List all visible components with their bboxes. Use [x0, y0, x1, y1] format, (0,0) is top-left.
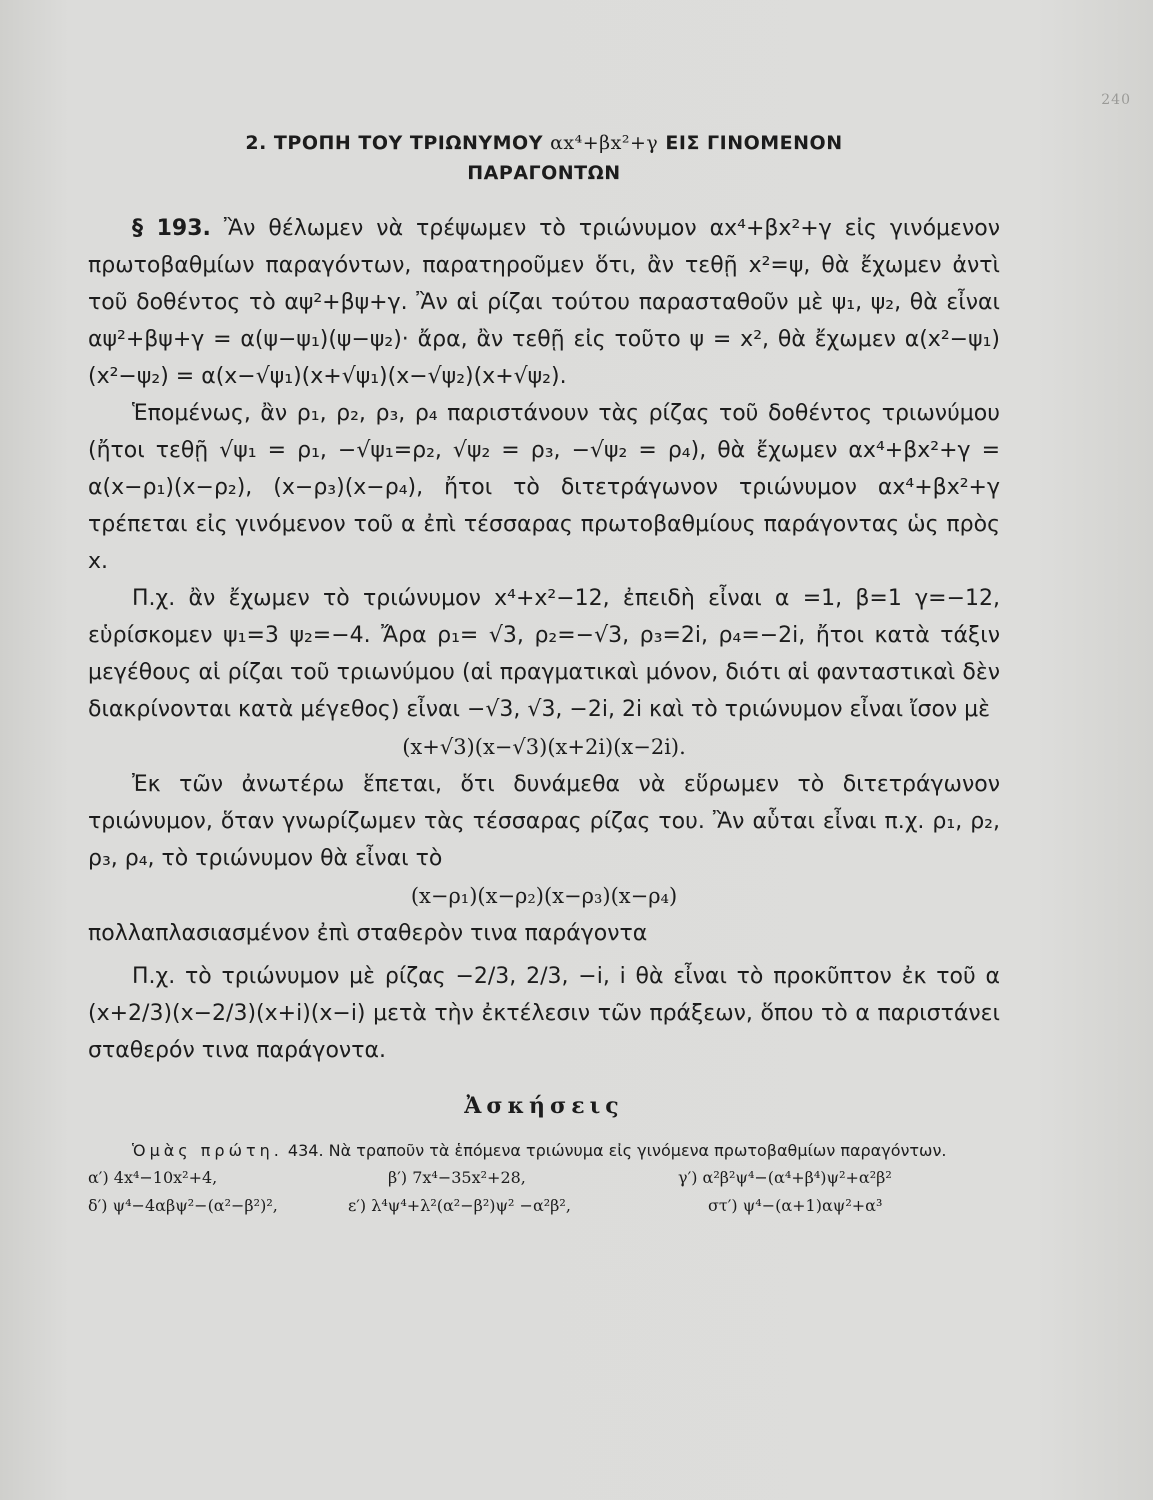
paragraph-4: Ἐκ τῶν ἀνωτέρω ἕπεται, ὅτι δυνάμεθα νὰ εὕρωμεν τὸ διτετράγωνον τριώνυμον, ὅταν γνωρίζωμεν τὰς τέσσαρας ρίζας του. Ἂν αὗται εἶναι π.χ. ρ₁, ρ₂, ρ₃, ρ₄, τὸ τριώνυμον θὰ εἶναι τὸ: [88, 772, 1000, 871]
paragraph-1: [88, 210, 1000, 395]
heading-formula: αx⁴+βx²+γ: [550, 132, 659, 154]
paragraph-6: Π.χ. τὸ τριώνυμον μὲ ρίζας −2/3, 2/3, −i, i θὰ εἶναι τὸ προκῦπτον ἐκ τοῦ α (x+2/3)(x−2/3)(x+i)(x−i) μετὰ τὴν ἐκτέλεσιν τῶν πράξεων, ὅπου τὸ α παριστάνει σταθερόν τινα παράγοντα.: [88, 964, 1000, 1063]
exercise-row-1: [88, 1164, 1000, 1192]
page-number: 240: [1101, 92, 1131, 108]
exercise-item: β′) 7x⁴−35x²+28,: [388, 1168, 526, 1187]
exercise-item: ε′) λ⁴ψ⁴+λ²(α²−β²)ψ² −α²β²,: [348, 1196, 571, 1215]
exercise-item: δ′) ψ⁴−4αβψ²−(α²−β²)²,: [88, 1196, 278, 1215]
exercise-item: γ′) α²β²ψ⁴−(α⁴+β⁴)ψ²+α²β²: [678, 1168, 892, 1187]
paragraph-5: πολλαπλασιασμένον ἐπὶ σταθερὸν τινα παράγοντα: [88, 921, 648, 946]
heading-line2: ΠΑΡΑΓΟΝΤΩΝ: [467, 162, 621, 184]
section-label: § 193.: [132, 216, 211, 241]
section-heading: [88, 128, 1000, 188]
page-content: [88, 128, 1000, 1220]
exercise-row-2: [88, 1192, 1000, 1220]
formula-1: (x+√3)(x−√3)(x+2i)(x−2i).: [402, 735, 686, 759]
exercise-intro-text: 434. Νὰ τραποῦν τὰ ἑπόμενα τριώνυμα εἰς γινόμενα πρωτοβαθμίων παραγόντων.: [287, 1141, 947, 1160]
exercises-title: Ἀσκήσεις: [464, 1093, 624, 1119]
heading-suffix: ΕΙΣ ΓΙΝΟΜΕΝΟΝ: [665, 132, 843, 154]
heading-prefix: 2. ΤΡΟΠΗ ΤΟΥ ΤΡΙΩΝΥΜΟΥ: [245, 132, 543, 154]
exercise-intro: [88, 1137, 1000, 1164]
paragraph-2: Ἑπομένως, ἂν ρ₁, ρ₂, ρ₃, ρ₄ παριστάνουν τὰς ρίζας τοῦ δοθέντος τριωνύμου (ἤτοι τεθῇ √ψ₁ = ρ₁, −√ψ₁=ρ₂, √ψ₂ = ρ₃, −√ψ₂ = ρ₄), θὰ ἔχωμεν αx⁴+βx²+γ = α(x−ρ₁)(x−ρ₂), (x−ρ₃)(x−ρ₄), ἤτοι τὸ διτετράγωνον τριώνυμον αx⁴+βx²+γ τρέπεται εἰς γινόμενον τοῦ α ἐπὶ τέσσαρας πρωτοβαθμίους παράγοντας ὡς πρὸς x.: [88, 401, 1000, 574]
exercise-item: στ′) ψ⁴−(α+1)αψ²+α³: [708, 1196, 883, 1215]
paragraph-3: Π.χ. ἂν ἔχωμεν τὸ τριώνυμον x⁴+x²−12, ἐπειδὴ εἶναι α =1, β=1 γ=−12, εὑρίσκομεν ψ₁=3 ψ₂=−4. Ἄρα ρ₁= √3, ρ₂=−√3, ρ₃=2i, ρ₄=−2i, ἤτοι κατὰ τάξιν μεγέθους αἱ ρίζαι τοῦ τριωνύμου (αἱ πραγματικαὶ μόνον, διότι αἱ φανταστικαὶ δὲν διακρίνονται κατὰ μέγεθος) εἶναι −√3, √3, −2i, 2i καὶ τὸ τριώνυμον εἶναι ἴσον μὲ: [88, 586, 1000, 722]
paragraph-1-text: Ἂν θέλωμεν νὰ τρέψωμεν τὸ τριώνυμον αx⁴+βx²+γ εἰς γινόμενον πρωτοβαθμίων παραγόντων, παρατηροῦμεν ὅτι, ἂν τεθῇ x²=ψ, θὰ ἔχωμεν ἀντὶ τοῦ δοθέντος τὸ αψ²+βψ+γ. Ἂν αἱ ρίζαι τούτου παρασταθοῦν μὲ ψ₁, ψ₂, θὰ εἶναι αψ²+βψ+γ = α(ψ−ψ₁)(ψ−ψ₂)· ἄρα, ἂν τεθῇ εἰς τοῦτο ψ = x², θὰ ἔχωμεν α(x²−ψ₁)(x²−ψ₂) = α(x−√ψ₁)(x+√ψ₁)(x−√ψ₂)(x+√ψ₂).: [88, 216, 1000, 389]
exercise-item: α′) 4x⁴−10x²+4,: [88, 1168, 218, 1187]
exercise-group-label: Ὁμὰς πρώτη.: [132, 1141, 283, 1160]
formula-2: (x−ρ₁)(x−ρ₂)(x−ρ₃)(x−ρ₄): [410, 884, 678, 908]
